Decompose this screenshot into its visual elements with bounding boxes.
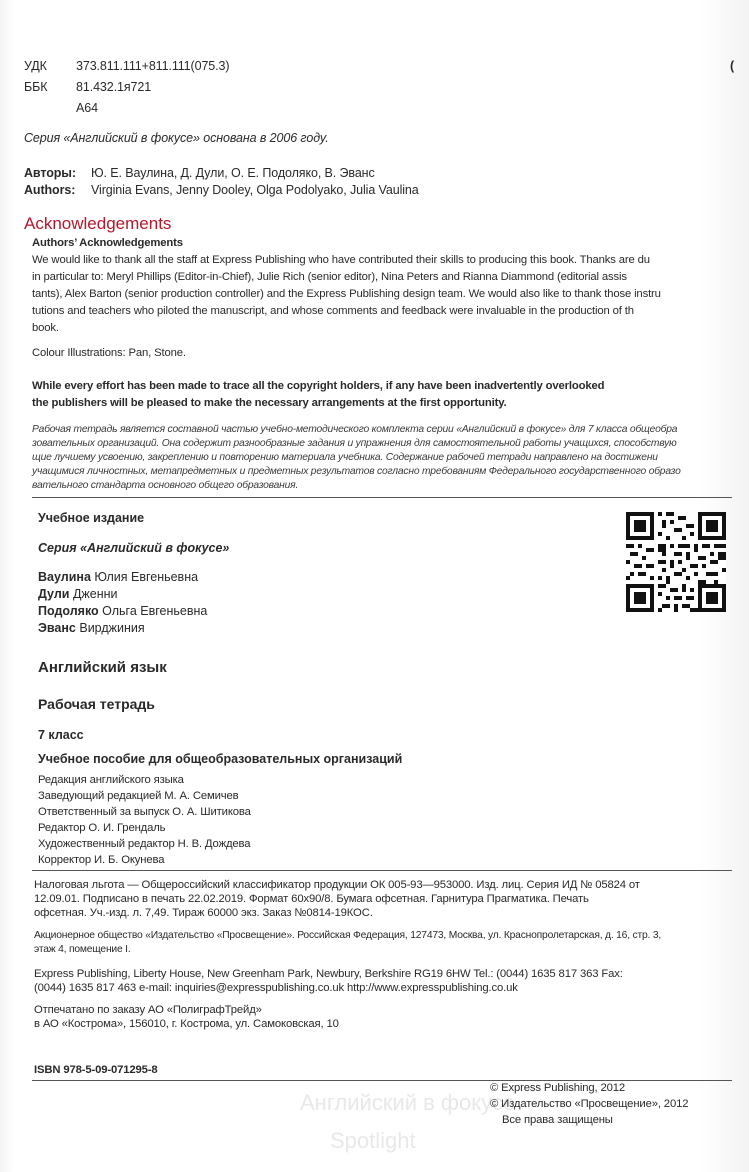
imprint-line: 12.09.01. Подписано в печать 22.02.2019. Формат 60x90/8. Бумага офсетная. Гарнитура Прагматика. Печать (34, 893, 589, 905)
editorial-line: Ответственный за выпуск О. А. Шитикова (38, 806, 251, 818)
copyright-notice (32, 378, 604, 412)
person-given: Юлия Евгеньевна (94, 570, 199, 584)
ack-line: in particular to: Meryl Phillips (Editor-in-Chief), Julie Rich (senior editor), Nina Peters and Rianna Diammond (editorial assis (32, 271, 627, 283)
edition-purpose: Учебное пособие для общеобразовательных организаций (38, 752, 403, 766)
edition-people (38, 569, 207, 637)
person-row (38, 569, 207, 586)
imprint-line: офсетная. Уч.-изд. л. 7,49. Тираж 60000 экз. Заказ №0814-19КОС. (34, 907, 373, 919)
illustrations-credit: Colour Illustrations: Pan, Stone. (32, 347, 186, 359)
imprint-print (34, 1003, 339, 1031)
editorial-line: Корректор И. Б. Окунева (38, 854, 165, 866)
copyright-line: © Издательство «Просвещение», 2012 (490, 1098, 689, 1110)
bleed-through-text-1: Английский в фокусе (300, 1090, 516, 1115)
edition-subject: Английский язык (38, 659, 167, 676)
copyright-line: Все права защищены (502, 1114, 613, 1126)
description-block (32, 423, 681, 493)
ack-line: book. (32, 322, 59, 334)
editorial-line: Редактор О. И. Грендаль (38, 822, 166, 834)
qr-code-icon (626, 512, 726, 612)
imprint-line: в АО «Кострома», 156010, г. Кострома, ул. Самоковская, 10 (34, 1018, 339, 1030)
person-row (38, 586, 207, 603)
ack-line: We would like to thank all the staff at Express Publishing who have contributed their skills to producing this book. Thanks are du (32, 254, 650, 266)
authors-ru-names: Ю. Е. Ваулина, Д. Дули, О. Е. Подоляко, В. Эванс (91, 166, 375, 180)
person-surname: Эванс (38, 621, 76, 635)
edition-book-type: Рабочая тетрадь (38, 696, 155, 712)
authors-en-label: Authors: (24, 183, 76, 197)
acknowledgements-subtitle: Authors’ Acknowledgements (32, 237, 183, 249)
divider (32, 497, 732, 498)
imprint-line: этаж 4, помещение I. (34, 944, 131, 955)
acknowledgements-title: Acknowledgements (24, 214, 172, 233)
bbk-label: ББК (24, 80, 48, 94)
editorial-credits (38, 772, 251, 868)
person-given: Ольга Евгеньевна (102, 604, 208, 618)
edge-mark: ( (730, 59, 735, 73)
edition-series: Серия «Английский в фокусе» (38, 541, 230, 555)
description-line: щие лучшему усвоению, закреплению и повторению материала учебника. Содержание рабочей тетради направлено на достижени (32, 452, 658, 463)
person-surname: Дули (38, 587, 70, 601)
copyright-notice-line: While every effort has been made to trace all the copyright holders, if any have been inadvertently overlooked (32, 380, 605, 392)
authors-en-names: Virginia Evans, Jenny Dooley, Olga Podolyako, Julia Vaulina (91, 183, 419, 197)
person-given: Вирджиния (79, 621, 145, 635)
imprint-line: Акционерное общество «Издательство «Просвещение». Российская Федерация, 127473, Москва, ул. Краснопролетарская, д. 16, стр. 3, (34, 930, 662, 941)
imprint-express (34, 967, 623, 995)
person-row (38, 620, 207, 637)
copyright-notice-line: the publishers will be pleased to make the necessary arrangements at the first opportunity. (32, 397, 507, 409)
description-line: Рабочая тетрадь является составной частью учебно-методического комплекта серии «Английский в фокусе» для 7 класса общеобра (32, 424, 678, 435)
imprint-line: Налоговая льгота — Общероссийский классификатор продукции ОК 005-93—953000. Изд. лиц. Серия ИД № 05824 от (34, 879, 640, 891)
description-line: зовательных организаций. Она содержит разнообразные задания и упражнения для самостоятельной работы учащихся, способствую (32, 438, 677, 449)
imprint-line: Express Publishing, Liberty House, New Greenham Park, Newbury, Berkshire RG19 6HW Tel.: (0044) 1635 817 363 Fax: (34, 968, 623, 980)
imprint-line: (0044) 1635 817 463 e-mail: inquiries@expresspublishing.co.uk http://www.expresspublishing.co.uk (34, 982, 518, 994)
editorial-line: Художественный редактор Н. В. Дождева (38, 838, 251, 850)
ack-line: tutions and teachers who piloted the manuscript, and whose comments and feedback were invaluable in the production of th (32, 305, 634, 317)
person-surname: Ваулина (38, 570, 91, 584)
imprint-line: Отпечатано по заказу АО «ПолиграфТрейд» (34, 1004, 262, 1016)
editorial-line: Редакция английского языка (38, 774, 184, 786)
ack-line: tants), Alex Barton (senior production controller) and the Express Publishing design team. We would also like to thank those instru (32, 288, 661, 300)
bleed-through-text-2: Spotlight (330, 1128, 416, 1153)
person-surname: Подоляко (38, 604, 99, 618)
udk-value: 373.811.111+811.111(075.3) (76, 59, 230, 73)
udk-label: УДК (24, 59, 47, 73)
isbn: ISBN 978-5-09-071295-8 (34, 1064, 158, 1076)
imprint-publisher (34, 929, 661, 957)
editorial-line: Заведующий редакцией М. А. Семичев (38, 790, 239, 802)
edition-grade: 7 класс (38, 728, 84, 742)
person-given: Дженни (72, 587, 118, 601)
imprint-tax (34, 878, 640, 920)
series-founded: Серия «Английский в фокусе» основана в 2006 году. (24, 131, 329, 145)
acknowledgements-body (32, 252, 661, 337)
author-code: А64 (76, 101, 98, 115)
edition-type: Учебное издание (38, 511, 145, 525)
description-line: учащимися личностных, метапредметных и предметных результатов согласно требованиям Федерального государственного образо (32, 466, 681, 477)
divider (32, 870, 732, 871)
copyright-block (490, 1080, 688, 1128)
person-row (38, 603, 207, 620)
description-line: вательного стандарта основного общего образования. (32, 480, 299, 491)
bbk-value: 81.432.1я721 (76, 80, 152, 94)
authors-ru-label: Авторы: (24, 166, 76, 180)
copyright-line: © Express Publishing, 2012 (490, 1082, 626, 1094)
